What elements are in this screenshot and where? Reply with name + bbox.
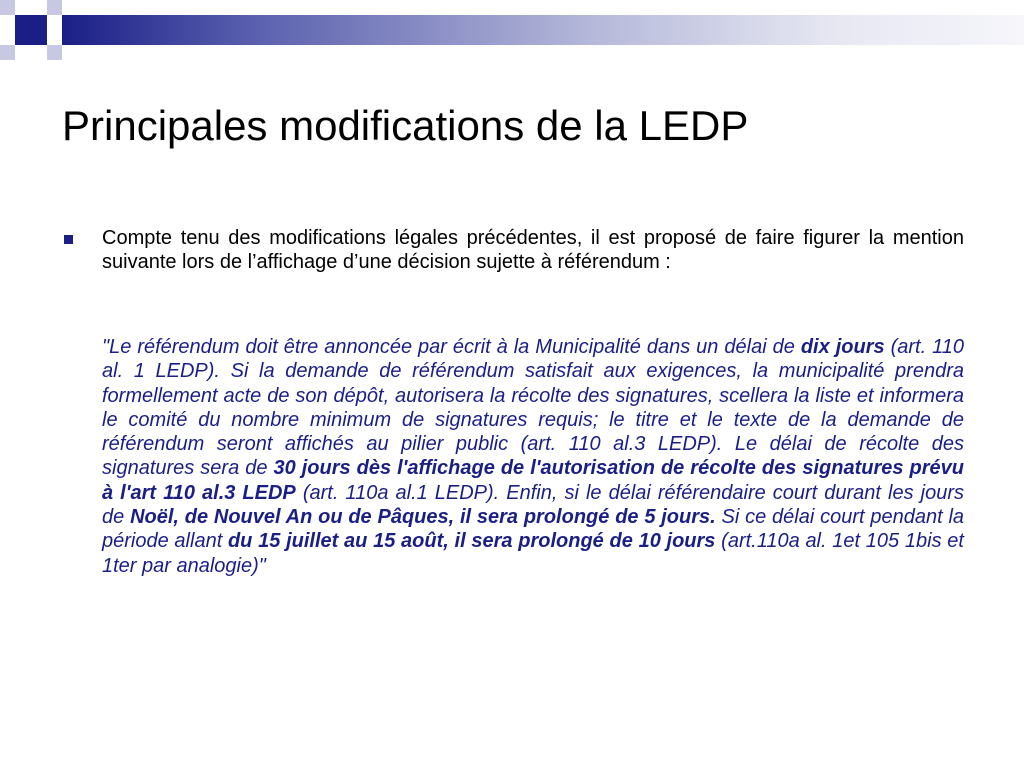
square-bullet-icon	[64, 235, 73, 244]
quote-text: (art. 110a al.1 LEDP). Enfin, si le délai référendaire court durant les jours de	[102, 481, 964, 529]
quote-emphasis: dix jours	[800, 336, 885, 358]
decor-square	[0, 45, 15, 60]
referendum-quote	[102, 335, 964, 578]
decor-square	[47, 45, 62, 60]
decor-square	[15, 15, 47, 45]
decor-square	[0, 0, 15, 15]
quote-emphasis: Noël, de Nouvel An ou de Pâques, il sera prolongé de 5 jours.	[130, 506, 716, 529]
quote-text: (art.110a al. 1et 105 1bis et 1ter par analogie)"	[102, 530, 964, 577]
quote-text: Si ce délai court pendant la période allant	[102, 506, 965, 553]
quote-text: (art. 110 al. 1 LEDP). Si la demande de référendum satisfait aux exigences, la municipalité prendra formellement acte de son dépôt, autorisera la récolte des signatures, scellera la liste et informera le comité du nombre minimum de signatures requis; le titre et le texte de la demande de référendum seront affichés au pilier public (art. 110 al.3 LEDP). Le délai de récolte des signatures sera de	[102, 336, 964, 480]
bullet-text: Compte tenu des modifications légales précédentes, il est proposé de faire figurer la mention suivante lors de l’affichage d’une décision sujette à référendum :	[102, 227, 964, 273]
slide-title: Principales modifications de la LEDP	[62, 102, 749, 149]
bullet-item	[64, 226, 964, 274]
decor-square	[47, 0, 62, 15]
quote-emphasis: du 15 juillet au 15 août, il sera prolongé de 10 jours	[227, 530, 716, 553]
gradient-band	[62, 15, 1024, 45]
quote-emphasis: 30 jours dès l'affichage de l'autorisation de récolte des signatures prévu à l'art 110 al.3 LEDP	[102, 457, 964, 504]
quote-text: "Le référendum doit être annoncée par écrit à la Municipalité dans un délai de	[102, 336, 801, 358]
